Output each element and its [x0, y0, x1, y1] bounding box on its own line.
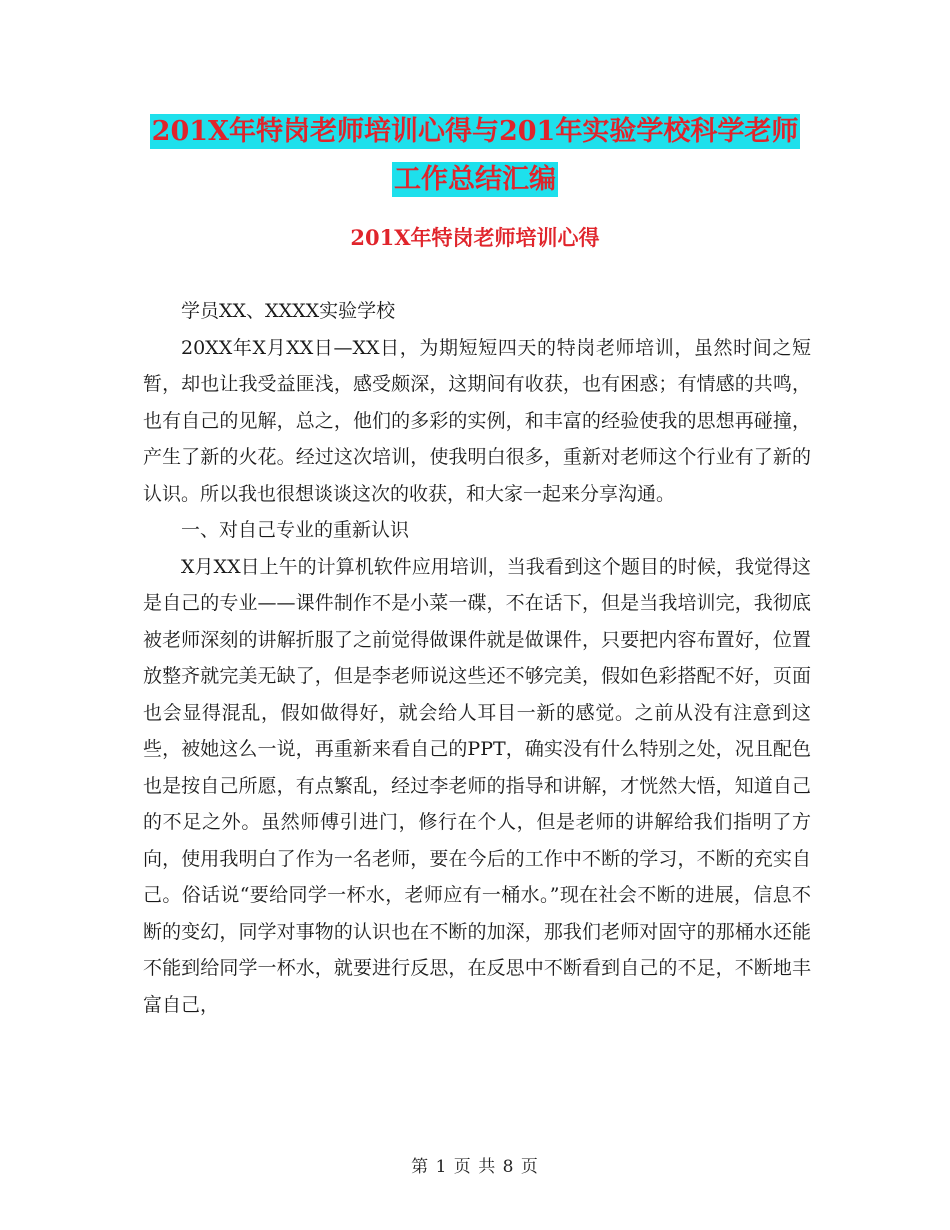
paragraph-intro: 20XX年X月XX日—XX日，为期短短四天的特岗老师培训，虽然时间之短暂，却也让我受益匪浅，感受颇深，这期间有收获，也有困惑；有情感的共鸣，也有自己的见解，总之，他们的多彩的实例，和丰富的经验使我的思想再碰撞，产生了新的火花。经过这次培训，使我明白很多，重新对老师这个行业有了新的认识。所以我也很想谈谈这次的收获，和大家一起来分享沟通。	[143, 336, 811, 505]
paragraph-software-training: X月XX日上午的计算机软件应用培训，当我看到这个题目的时候，我觉得这是自己的专业——课件制作不是小菜一碟，不在话下，但是当我培训完，我彻底被老师深刻的讲解折服了之前觉得做课件就是做课件，只要把内容布置好，位置放整齐就完美无缺了，但是李老师说这些还不够完美，假如色彩搭配不好，页面也会显得混乱，假如做得好，就会给人耳目一新的感觉。之前从没有注意到这些，被她这么一说，再重新来看自己的PPT，确实没有什么特别之处，况且配色也是按自己所愿，有点繁乱，经过李老师的指导和讲解，才恍然大悟，知道自己的不足之外。虽然师傅引进门，修行在个人，但是老师的讲解给我们指明了方向，使用我明白了作为一名老师，要在今后的工作中不断的学习，不断的充实自己。俗话说“要给同学一杯水，老师应有一桶水。”现在社会不断的进展，信息不断的变幻，同学对事物的认识也在不断的加深，那我们老师对固守的那桶水还能不能到给同学一杯水，就要进行反思，在反思中不断看到自己的不足，不断地丰富自己，	[143, 555, 811, 1016]
document-body	[143, 293, 811, 1023]
document-title	[140, 108, 810, 204]
page-footer: 第 1 页 共 8 页	[411, 1157, 539, 1177]
document-title-line1: 201X年特岗老师培训心得与201年实验学校科学老师	[151, 116, 799, 147]
subheading-one: 一、对自己专业的重新认识	[181, 519, 410, 541]
section-title: 201X年特岗老师培训心得	[350, 225, 600, 250]
author-line: 学员XX、XXXX实验学校	[181, 300, 396, 322]
document-title-line2: 工作总结汇编	[394, 164, 556, 195]
